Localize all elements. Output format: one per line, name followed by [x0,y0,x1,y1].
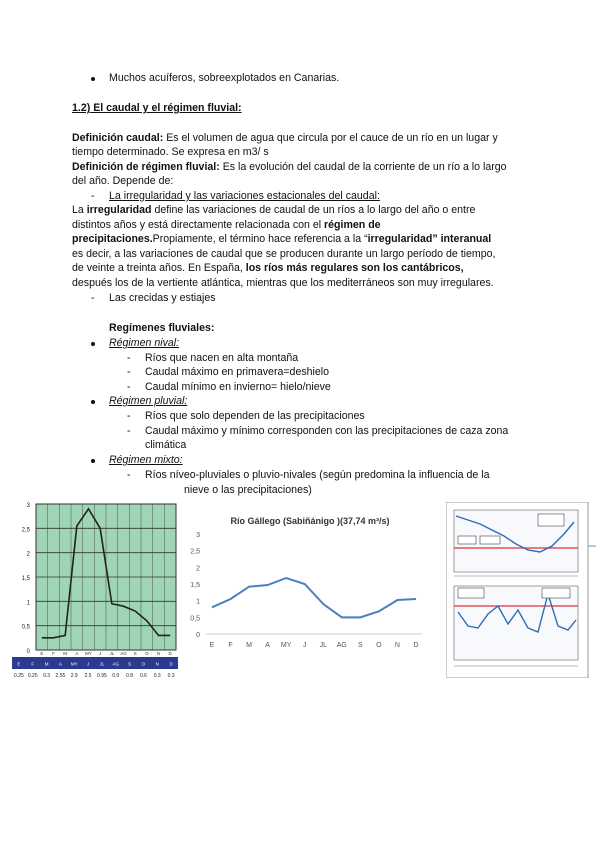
nival-regime-chart [12,502,178,682]
def-regimen-text: Es la evolución del caudal de la corriente de un río a lo largo [219,161,507,173]
thumbnail-lower-chart [454,586,578,666]
chart1-month-cell: S [128,661,132,667]
chart1-month-cell: E [17,661,21,667]
chart1-xtick-label: A [75,651,79,656]
chart1-xtick-label: E [40,651,44,656]
chart1-month-cell: J [86,661,90,667]
nival-item: Ríos que nacen en alta montaña [145,352,299,364]
chart2-ytick-label: 2 [196,565,200,573]
def-regimen-term: Definición de régimen fluvial: [72,161,220,173]
section-heading: 1.2) El caudal y el régimen fluvial: [72,102,242,114]
chart1-ytick-label: 0 [26,649,30,655]
chart2-xtick-label: E [209,642,215,649]
dash-marker: - [91,292,95,304]
gallego-chart [182,505,432,655]
bullet-dot [91,342,95,346]
dash-marker: - [127,425,131,437]
chart1-month-cell: D [169,661,173,667]
chart1-value-label: 2.55 [55,673,66,679]
def-caudal-text: Es el volumen de agua que circula por el cauce de un río en un lugar y [163,132,498,144]
bullet-dot [91,400,95,404]
chart2-xtick-label: F [228,642,233,649]
bullet-dot [91,459,95,463]
chart1-ytick-label: 1 [26,600,30,607]
chart2-title: Río Gállego (Sabiñánigo )(37,74 m³/s) [230,516,390,526]
chart2-ytick-label: 0,5 [190,615,200,623]
chart1-month-cell: MY [70,661,78,667]
chart1-month-cell: M [44,661,49,667]
dash-crecidas: Las crecidas y estiajes [109,292,216,304]
chart2-ytick-label: 0 [196,632,200,639]
bullet-text: Muchos acuíferos, sobreexplotados en Canarias. [109,72,340,84]
chart2-ytick-label: 1,5 [190,582,200,589]
nival-item: Caudal máximo en primavera=deshielo [145,366,330,378]
dash-marker: - [127,381,131,393]
chart1-month-cell: A [58,661,62,667]
para-line5: de veinte a treinta años. En España, los ríos más regulares son los cantábricos, [72,262,464,274]
chart2-xtick-label: MY [280,642,292,649]
chart1-xtick-label: S [133,651,137,656]
chart1-ytick-label: 2 [26,551,30,558]
dash-irregularidad: La irregularidad y las variaciones estacionales del caudal: [109,190,380,202]
dash-marker: - [91,190,95,202]
chart2-xtick-label: J [302,642,307,649]
pluvial-mixto-charts-thumbnail [446,502,596,678]
chart1-xtick-label: O [145,651,149,656]
chart1-xtick-label: J [99,651,102,656]
chart1-ytick-label: 2,5 [21,527,30,534]
nival-item: Caudal mínimo en invierno= hielo/nieve [145,381,331,393]
chart2-ytick-label: 1 [196,598,200,606]
chart1-value-label: 2.5 [84,673,92,679]
def-regimen-line1 [72,160,507,174]
def-caudal-line1 [72,131,498,145]
chart1-xtick-label: M [63,651,68,656]
pluvial-item: Ríos que solo dependen de las precipitaciones [145,410,365,422]
para-line4: es decir, a las variaciones de caudal que se producen durante un largo período de tiempo, [72,248,496,260]
thumbnail-upper-chart [454,510,578,576]
chart1-value-label: 0.3 [153,673,161,679]
chart2-xtick-label: JL [319,642,327,649]
chart1-value-label: 0.95 [97,673,107,679]
mixto-title: Régimen mixto: [109,454,183,466]
regimenes-heading: Regímenes fluviales: [109,322,215,334]
dash-marker: - [127,410,131,422]
chart2-xtick-label: N [394,642,400,649]
para-line6: después los de la vertiente atlántica, mientras que los mediterráneos son muy irregulares. [72,277,494,289]
chart1-xtick-label: D [168,651,172,656]
chart1-value-label: 0.8 [126,673,134,679]
chart1-value-label: 0.9 [112,673,120,679]
chart1-month-cell: N [155,661,159,667]
pluvial-item: climática [145,439,187,451]
chart1-value-label: 0.3 [167,673,175,679]
chart2-xtick-label: S [358,642,363,649]
chart1-value-label: 0.25 [14,673,24,679]
chart1-month-cell: F [31,661,35,667]
chart1-month-cell: AG [112,661,120,667]
dash-marker: - [127,352,131,364]
dash-marker: - [127,366,131,378]
chart2-background [182,505,432,655]
chart2-xtick-label: D [413,642,419,649]
chart1-xtick-label: F [52,651,55,656]
chart1-value-label: 2.9 [70,673,78,679]
def-caudal-term: Definición caudal: [72,132,164,144]
mixto-item: Ríos níveo-pluviales o pluvio-nivales (según predomina la influencia de la [145,469,490,481]
para-line3: precipitaciones.Propiamente, el término hace referencia a la “irregularidad” interanual [72,233,492,245]
bullet-dot [91,77,95,81]
chart2-xtick-label: A [265,642,270,649]
chart1-month-cell: O [141,661,146,667]
chart2-xtick-label: AG [336,642,347,649]
chart1-xtick-label: N [156,651,161,656]
pluvial-item: Caudal máximo y mínimo corresponden con las precipitaciones de caza zona [145,425,509,437]
pluvial-title: Régimen pluvial: [109,395,188,407]
nival-title: Régimen nival: [109,337,180,349]
para-line1: La irregularidad define las variaciones de caudal de un ríos a lo largo del año o entre [72,204,476,216]
chart1-ytick-label: 1,5 [21,576,30,582]
def-regimen-line2: del año. Depende de: [72,175,174,187]
chart1-ytick-label: 0,5 [21,624,30,631]
chart2-ytick-label: 2,5 [190,548,200,556]
para-line2: distintos años y está directamente relacionada con el régimen de [72,219,381,231]
def-caudal-line2: tiempo determinado. Se expresa en m3/ s [72,146,269,158]
chart1-xtick-label: AG [120,651,127,656]
chart2-ytick-label: 3 [196,532,200,539]
chart1-xtick-label: MY [85,651,92,656]
chart1-value-label: 0.3 [43,673,51,679]
chart1-value-label: 0.6 [139,673,147,679]
chart1-month-bar [12,657,178,669]
dash-marker: - [127,469,131,481]
chart1-xtick-label: JL [109,651,115,656]
chart1-value-label: 0.25 [27,673,38,679]
mixto-item: nieve o las precipitaciones) [184,484,312,496]
chart1-ytick-label: 3 [26,503,30,509]
chart2-xtick-label: M [246,642,253,649]
chart2-xtick-label: O [376,642,382,649]
chart1-month-cell: JL [99,661,105,667]
